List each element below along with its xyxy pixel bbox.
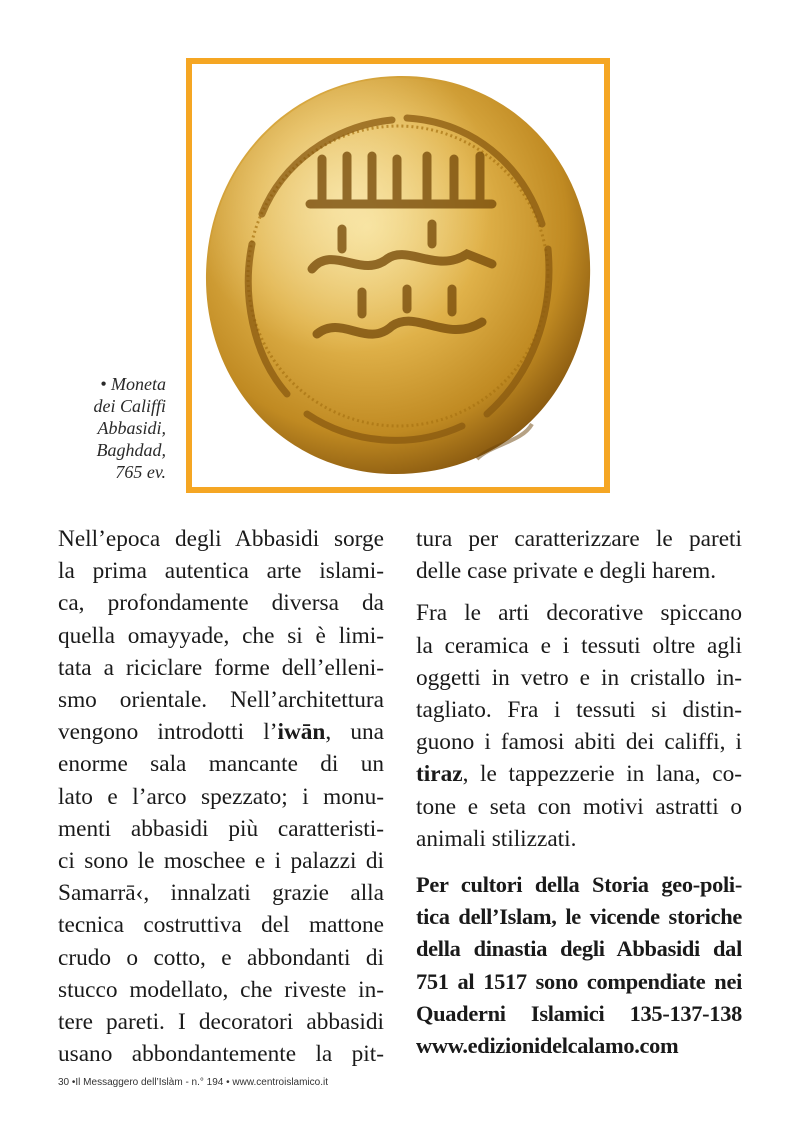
text-line: lato e l’arco spezzato; i monu-	[58, 783, 384, 810]
text-line: delle case private e degli harem.	[416, 558, 717, 585]
text-line: oggetti in vetro e in cristallo in-	[416, 664, 742, 691]
text-line: animali stilizzati.	[416, 825, 577, 852]
text-fragment: vengono introdotti l’	[58, 719, 278, 746]
caption-line: • Moneta	[100, 374, 166, 394]
body-text-left-column	[58, 523, 384, 1070]
text-line: quella omayyade, che si è limi-	[58, 622, 384, 649]
text-line: stucco modellato, che riveste in-	[58, 976, 384, 1003]
text-line: tica dell’Islam, le vicende storiche	[416, 904, 742, 930]
text-line: smo orientale. Nell’architettura	[58, 687, 384, 714]
body-text-right-column	[416, 523, 742, 1062]
text-line: usano abbondantemente la pit-	[58, 1041, 384, 1068]
text-line: tere pareti. I decoratori abbasidi	[58, 1009, 384, 1036]
term-tiraz: tiraz	[416, 761, 463, 788]
term-iwan: iwān	[277, 719, 326, 746]
page-footer: 30 •Il Messaggero dell’Islàm - n.° 194 • www.centroislamico.it	[58, 1077, 328, 1088]
paragraph	[416, 597, 742, 855]
text-line: guono i famosi abiti dei califfi, i	[416, 729, 742, 756]
text-line: crudo o cotto, e abbondanti di	[58, 944, 384, 971]
text-fragment: , una	[325, 719, 384, 746]
paragraph	[58, 523, 384, 1070]
text-line: ci sono le moschee e i palazzi di	[58, 848, 384, 875]
text-line: tone e seta con motivi astratti o	[416, 793, 742, 820]
text-line: Quaderni Islamici 135-137-138	[416, 1000, 742, 1026]
text-line: Per cultori della Storia geo-poli-	[416, 872, 742, 898]
text-line	[416, 758, 742, 790]
caption-line: dei Califfi	[93, 396, 166, 416]
text-line	[58, 716, 384, 748]
text-line: tata a riciclare forme dell’elleni-	[58, 654, 384, 681]
coin-image-frame	[186, 58, 610, 493]
text-line: Fra le arti decorative spiccano	[416, 600, 742, 627]
text-line: tagliato. Fra i tessuti si distin-	[416, 697, 742, 724]
abbasid-coin-image	[192, 64, 604, 487]
caption-line: Baghdad,	[96, 440, 166, 460]
text-line: Nell’epoca degli Abbasidi sorge	[58, 526, 384, 552]
publisher-website: www.edizionidelcalamo.com	[416, 1033, 679, 1059]
text-line: 751 al 1517 sono compendiate nei	[416, 968, 742, 994]
text-fragment: , le tappezzerie in lana, co-	[462, 761, 742, 788]
text-line: menti abbasidi più caratteristi-	[58, 815, 384, 842]
text-line: la ceramica e i tessuti oltre agli	[416, 632, 742, 659]
caption-line: Abbasidi,	[97, 418, 166, 438]
paragraph	[416, 523, 742, 587]
text-line: tura per caratterizzare le pareti	[416, 526, 742, 552]
text-line: ca, profondamente diversa da	[58, 590, 384, 617]
publisher-note	[416, 869, 742, 1062]
text-line: della dinastia degli Abbasidi dal	[416, 936, 742, 962]
text-line: tecnica costruttiva del mattone	[58, 912, 384, 939]
caption-line: 765 ev.	[115, 462, 166, 482]
text-line: la prima autentica arte islami-	[58, 558, 384, 585]
text-line: Samarrā‹, innalzati grazie alla	[58, 880, 384, 907]
text-line: enorme sala mancante di un	[58, 751, 384, 778]
image-caption	[36, 373, 166, 483]
